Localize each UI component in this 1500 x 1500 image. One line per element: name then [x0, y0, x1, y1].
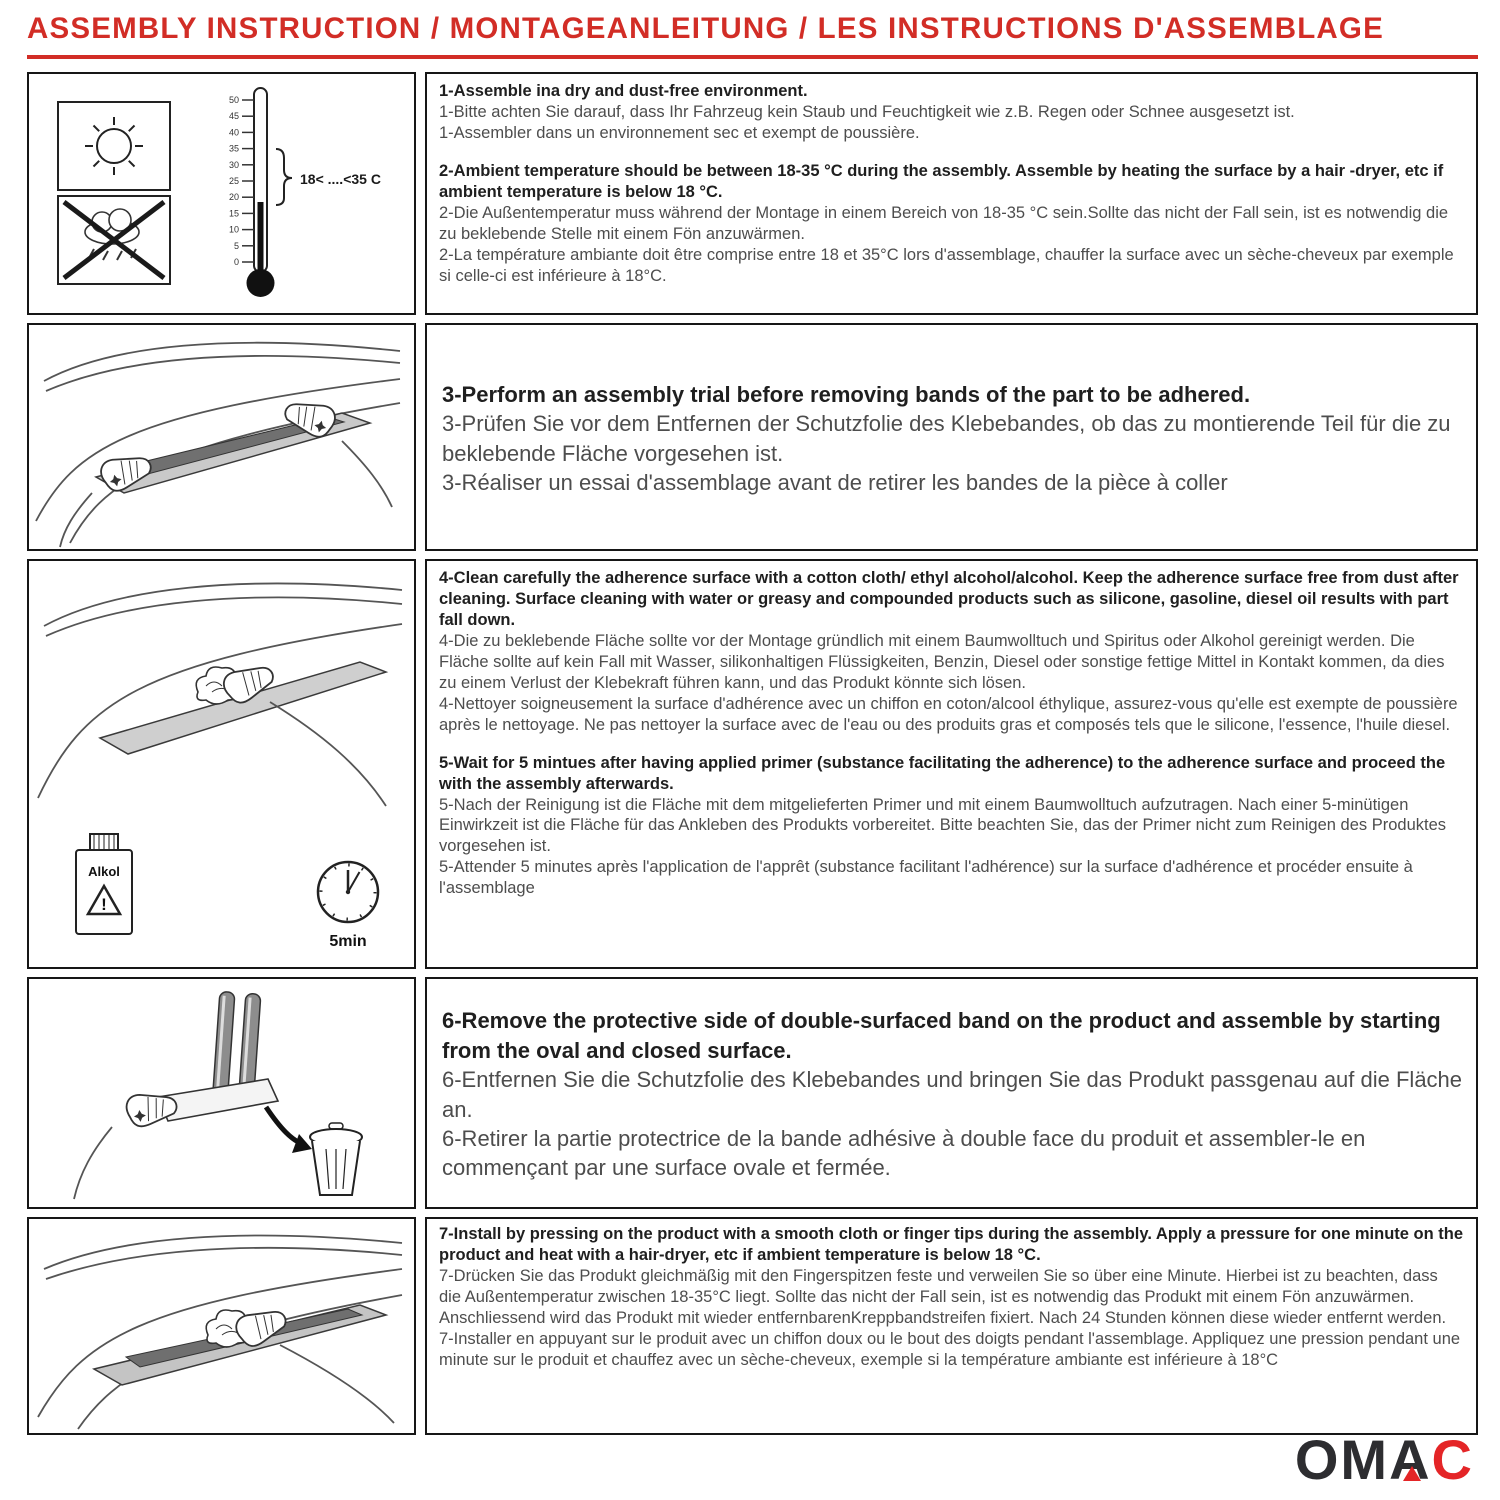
- alcohol-bottle-label: Alkol: [87, 864, 120, 879]
- no-rain-icon: [58, 196, 170, 284]
- alcohol-bottle-icon: [76, 834, 132, 934]
- instruction-2-en: 2-Ambient temperature should be between 18-35 °C during the assembly. Assemble by heating the surface by a hair -dryer, etc if ambient temperature is below 18 °C.: [439, 161, 1444, 201]
- svg-text:25: 25: [228, 176, 239, 186]
- clock-duration-label: 5min: [328, 933, 367, 950]
- trash-can-icon: [310, 1123, 362, 1195]
- instruction-2-fr: 2-La température ambiante doit être comprise entre 18 et 35°C lors d'assemblage, chauffer la surface avec un sèche-cheveux par exemple si celle-ci est inférieure à 18°C.: [439, 245, 1454, 285]
- instruction-5-de: 5-Nach der Reinigung ist die Fläche mit dem mitgelieferten Primer und mit einem Baumwolltuch aufzutragen. Nach einer 5-minütigen Einwirkzeit ist die Fläche für das Ankleben des Produkts vorbereitet. Bitte beachten Sie, das der Primer nicht zum Reinigen des Produktes vorgesehen ist.: [439, 795, 1447, 856]
- section-6-remove-band: [27, 977, 1478, 1209]
- section-1-2-environment-temperature: [27, 72, 1478, 315]
- svg-text:50: 50: [228, 95, 239, 105]
- temperature-range-label: 18< ....<35 C: [299, 171, 381, 187]
- assembly-trial-illustration: [30, 325, 414, 549]
- arrow-icon: [266, 1107, 312, 1153]
- instructions-text-4-5: [425, 559, 1478, 969]
- instruction-2-de: 2-Die Außentemperatur muss während der Montage in einem Bereich von 18-35 °C sein.Sollte das nicht der Fall sein, ist es notwendig die zu beklebende Stelle mit einem Fön anzuwärmen.: [439, 203, 1449, 243]
- svg-text:0: 0: [233, 257, 239, 267]
- instructions-text-3: [425, 323, 1478, 551]
- instruction-3-de: 3-Prüfen Sie vor dem Entfernen der Schutzfolie des Klebebandes, ob das zu montierende Teil für die zu beklebende Fläche vorgesehen ist.: [442, 411, 1451, 466]
- instruction-1-de: 1-Bitte achten Sie darauf, dass Ihr Fahrzeug kein Staub und Feuchtigkeit wie z.B. Regen oder Schnee ausgesetzt ist.: [439, 102, 1295, 121]
- press-install-illustration: [30, 1221, 414, 1431]
- instruction-3-fr: 3-Réaliser un essai d'assemblage avant de retirer les bandes de la pièce à coller: [442, 469, 1228, 495]
- instruction-1-en: 1-Assemble ina dry and dust-free environment.: [439, 82, 808, 100]
- instruction-4-de: 4-Die zu beklebende Fläche sollte vor der Montage gründlich mit einem Baumwolltuch und Spiritus oder Alkohol gereinigt werden. Die Fläche sollte auf kein Fall mit Wasser, silikonhaltigen Flüssigkeiten, Benzin, Diesel oder sonstige fettige Mittel in Kontakt kommen, da dies zu einem Verlust der Klebekraft führen kann, und das Produkt könnte sich lösen.: [439, 631, 1445, 692]
- section-4-5-cleaning-primer: [27, 559, 1478, 969]
- svg-text:10: 10: [228, 224, 239, 235]
- instructions-text-6: [425, 977, 1478, 1209]
- arm-line: [280, 1345, 394, 1423]
- instruction-6-en: 6-Remove the protective side of double-surfaced band on the product and assemble by starting from the oval and closed surface.: [442, 1008, 1441, 1063]
- page-title: ASSEMBLY INSTRUCTION / MONTAGEANLEITUNG / LES INSTRUCTIONS D'ASSEMBLAGE: [27, 12, 1478, 59]
- thermometer-scale: [228, 95, 238, 267]
- logo-c: C: [1431, 1428, 1474, 1491]
- cleaning-illustration-box: [27, 559, 416, 969]
- left-arm-line: [60, 493, 92, 547]
- temperature-illustration-box: [27, 72, 416, 315]
- instruction-6-fr: 6-Retirer la partie protectrice de la bande adhésive à double face du produit et assembler-le en commençant par une surface ovale et fermée.: [442, 1125, 1366, 1181]
- omac-logo: [1294, 1428, 1474, 1491]
- instruction-5-en: 5-Wait for 5 mintues after having applied primer (substance facilitating the adherence) to the adherence surface and proceed the with the assembly afterwards.: [439, 753, 1446, 793]
- range-brace: [276, 149, 292, 205]
- instruction-6-de: 6-Entfernen Sie die Schutzfolie des Klebebandes und bringen Sie das Produkt passgenau auf die Fläche an.: [442, 1067, 1463, 1122]
- logo-om: OM: [1294, 1428, 1390, 1491]
- instruction-1-fr: 1-Assembler dans un environnement sec et exempt de poussière.: [439, 123, 920, 142]
- thermometer-icon: [228, 88, 380, 297]
- svg-text:!: !: [100, 895, 107, 914]
- svg-text:20: 20: [228, 192, 239, 203]
- right-arm-line: [342, 441, 392, 507]
- instruction-5-fr: 5-Attender 5 minutes après l'application de l'apprêt (substance facilitant l'adhérence) sur la surface d'adhérence et procéder ensuite à l'assemblage: [439, 858, 1413, 898]
- instruction-7-en: 7-Install by pressing on the product with a smooth cloth or finger tips during the assembly. Apply a pressure for one minute on the product and heat with a hair-dryer, etc if ambient temperature is below 18 °C.: [439, 1225, 1464, 1264]
- clock-icon: [318, 862, 378, 950]
- svg-text:30: 30: [228, 159, 239, 170]
- instruction-4-en: 4-Clean carefully the adherence surface with a cotton cloth/ ethyl alcohol/alcohol. Keep the adherence surface free from dust after cleaning. Surface cleaning with water or greasy and compounded products such as silicone, gasoline, diesel oil results with part fall down.: [439, 569, 1459, 629]
- instruction-7-de: 7-Drücken Sie das Produkt gleichmäßig mit den Fingerspitzen feste und verweilen Sie so über eine Minute. Hierbei ist zu beachten, dass die Außentemperatur zwischen 18-35°C liegt. Sollte das nicht der Fall sein, ist es notwendig das Produkt mit einem Fön anzuwärmen. Anschliessend wird das Produkt mit wieder entfernbarenKreppbandstreifen fixiert. Nach 24 Stunden können diese wieder entfernt werden.: [439, 1266, 1447, 1327]
- instructions-text-7: [425, 1217, 1478, 1435]
- arm-line: [270, 702, 386, 806]
- arm-line: [74, 1127, 112, 1199]
- remove-band-illustration-box: [27, 977, 416, 1209]
- cleaning-illustration: [30, 562, 414, 966]
- logo-a-triangle: [1403, 1466, 1421, 1481]
- instructions-text-1-2: [425, 72, 1478, 315]
- remove-band-illustration: [30, 979, 414, 1207]
- logo-a: A: [1389, 1428, 1432, 1491]
- instruction-4-fr: 4-Nettoyer soigneusement la surface d'adhérence avec un chiffon en coton/alcool éthylique, assurez-vous qu'elle est exempte de poussière après le nettoyage. Ne pas nettoyer la surface avec de l'eau ou des produits gras et composés tels que le silicone, l'essence, l'huile diesel.: [439, 694, 1458, 734]
- svg-text:45: 45: [228, 111, 239, 122]
- press-illustration-box: [27, 1217, 416, 1435]
- temperature-conditions-illustration: [30, 74, 414, 313]
- door-frame-lines: [36, 343, 400, 543]
- svg-text:5: 5: [233, 240, 239, 251]
- assembly-trial-illustration-box: [27, 323, 416, 551]
- instruction-3-en: 3-Perform an assembly trial before removing bands of the part to be adhered.: [442, 381, 1251, 407]
- svg-text:35: 35: [228, 143, 239, 154]
- svg-text:15: 15: [228, 208, 239, 219]
- sun-icon: [58, 102, 170, 190]
- svg-text:40: 40: [228, 127, 239, 138]
- instruction-7-fr: 7-Installer en appuyant sur le produit avec un chiffon doux ou le bout des doigts pendant l'assemblage. Appliquez une pression pendant une minute sur le produit et chauffez avec un sèche-cheveux, exemple si la température ambiante est inférieure à 18°C: [439, 1329, 1461, 1369]
- section-7-press-install: [27, 1217, 1478, 1435]
- section-3-assembly-trial: [27, 323, 1478, 551]
